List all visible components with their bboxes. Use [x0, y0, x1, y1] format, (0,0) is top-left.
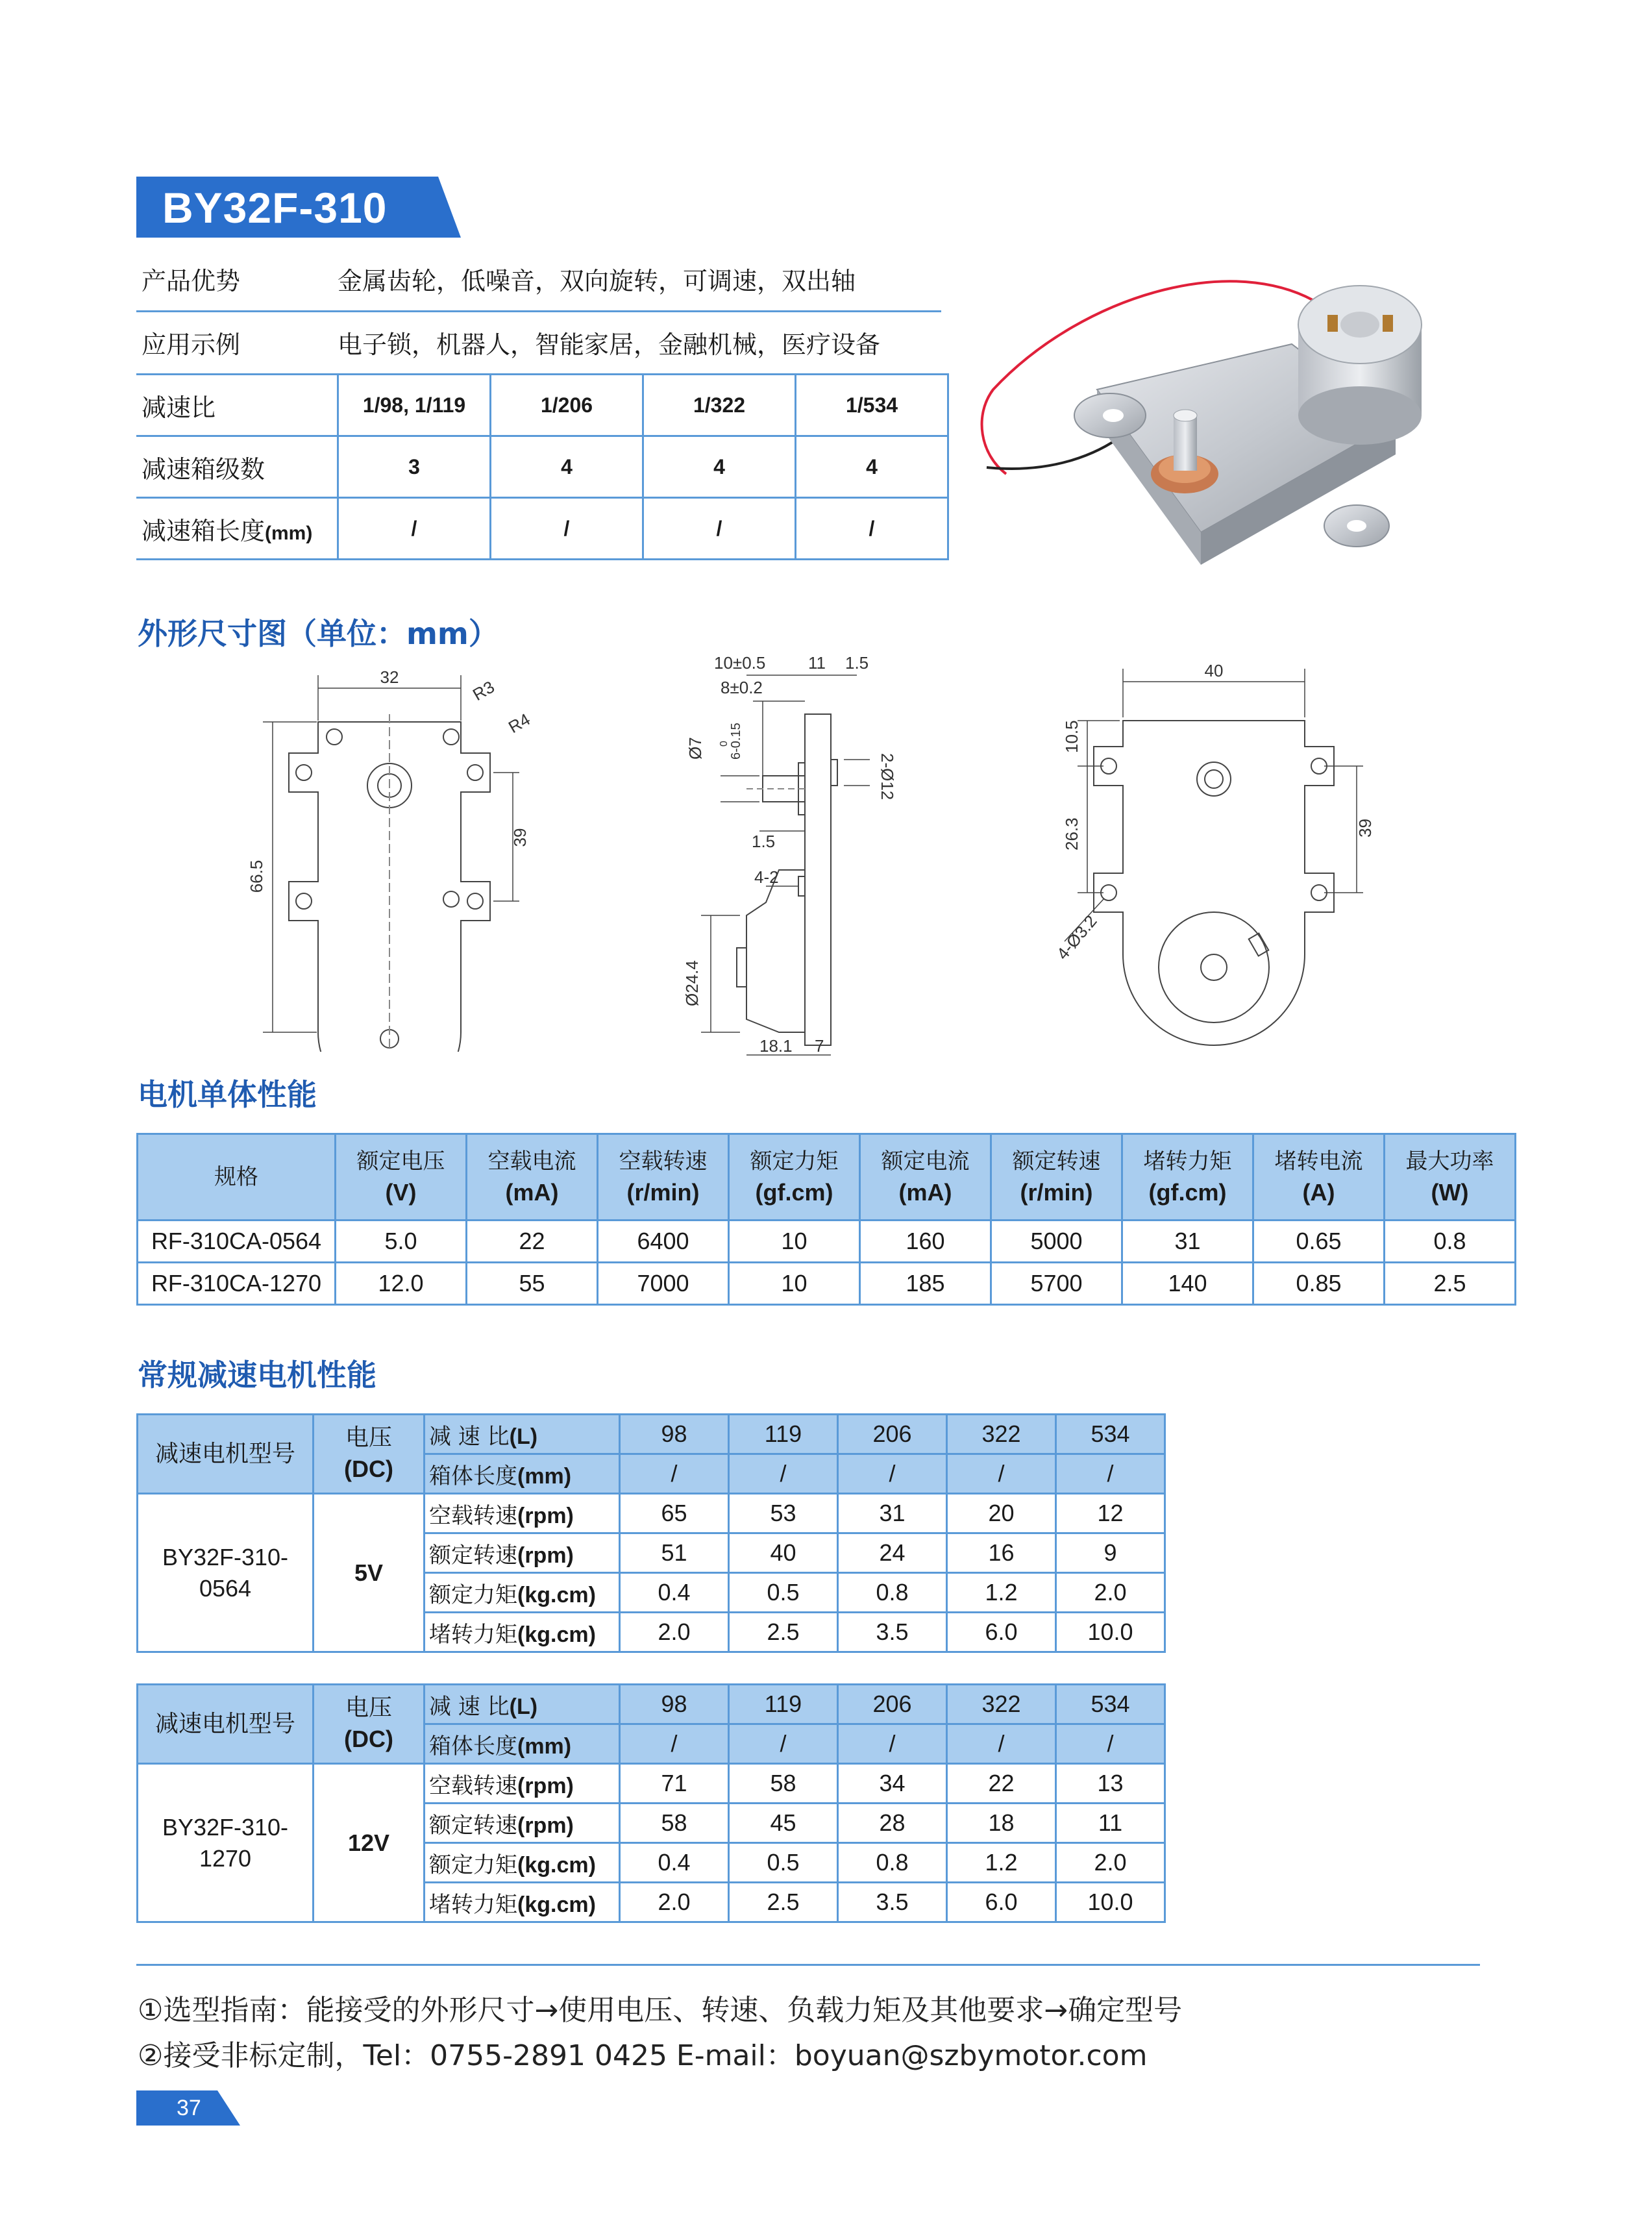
- cell: 0.5: [729, 1843, 838, 1883]
- back-d1-label: 10.5: [1062, 720, 1081, 753]
- ratio-cell: 534: [1056, 1415, 1165, 1454]
- cell: 5700: [991, 1263, 1122, 1305]
- param-label: [425, 1804, 620, 1843]
- model-line2: 0564: [199, 1574, 252, 1602]
- length-cell: /: [620, 1454, 729, 1494]
- cell: 9: [1056, 1533, 1165, 1573]
- cell: 55: [467, 1263, 598, 1305]
- side-d7-label: 2-Ø12: [878, 753, 897, 800]
- ratio-cell: 206: [838, 1415, 947, 1454]
- cell: 16: [947, 1533, 1056, 1573]
- header-label: 空载电流: [487, 1148, 576, 1174]
- cell: 1.2: [947, 1573, 1056, 1613]
- front-view-drawing: [247, 662, 545, 1052]
- header-noload-current: [467, 1134, 598, 1221]
- ratio-header-cn: 减 速 比: [429, 1693, 510, 1720]
- length-cell: /: [838, 1454, 947, 1494]
- model-line2: 1270: [199, 1844, 252, 1872]
- ratio-row: [136, 375, 948, 436]
- cell: 22: [947, 1764, 1056, 1804]
- motor-table-header: [138, 1134, 1516, 1221]
- page-number-badge: [136, 2090, 240, 2126]
- header-label: 额定电流: [881, 1148, 970, 1174]
- header-unit: (gf.cm): [755, 1179, 833, 1206]
- side-view-drawing: [675, 656, 935, 1071]
- param-label: [425, 1764, 620, 1804]
- back-view-drawing: [1039, 656, 1389, 1058]
- param-unit: (rpm): [517, 1773, 574, 1798]
- length-cell: /: [947, 1724, 1056, 1764]
- cell: 2.5: [1385, 1263, 1516, 1305]
- cell: 28: [838, 1804, 947, 1843]
- cell: 1.2: [947, 1843, 1056, 1883]
- model-line1: BY32F-310-: [162, 1813, 289, 1841]
- back-holes-label: 4-Ø3.2: [1052, 911, 1101, 963]
- cell: 5.0: [336, 1221, 467, 1263]
- stages-cell: 4: [491, 436, 643, 498]
- cell: 0.5: [729, 1573, 838, 1613]
- cell: 0.8: [838, 1843, 947, 1883]
- ratio-cell: 206: [838, 1685, 947, 1724]
- param-unit: (rpm): [517, 1503, 574, 1528]
- side-d6a-label: 0: [719, 741, 730, 747]
- motor-section-title: 电机单体性能: [138, 1077, 317, 1112]
- header-unit: (W): [1431, 1179, 1469, 1206]
- cell: 10: [729, 1221, 860, 1263]
- cell: 160: [860, 1221, 991, 1263]
- cell: 7000: [598, 1263, 729, 1305]
- length-cell: /: [729, 1724, 838, 1764]
- header-label: 空载转速: [619, 1148, 708, 1174]
- cell: 51: [620, 1533, 729, 1573]
- note-custom-contact: ②接受非标定制，Tel：0755-2891 0425 E-mail：boyuan@szbymotor.com: [138, 2039, 1148, 2072]
- header-label: 额定力矩: [750, 1148, 839, 1174]
- cell: 140: [1122, 1263, 1253, 1305]
- length-header-cn: 箱体长度: [429, 1733, 517, 1759]
- advantage-label: 产品优势: [142, 267, 241, 295]
- motor-table-row: [138, 1263, 1516, 1305]
- cell: RF-310CA-1270: [138, 1263, 336, 1305]
- motor-performance-table: [136, 1133, 1516, 1306]
- ratio-cell: 119: [729, 1415, 838, 1454]
- cell: 6400: [598, 1221, 729, 1263]
- cell: 12: [1056, 1494, 1165, 1533]
- cell: 31: [838, 1494, 947, 1533]
- ratio-label: 减速比: [136, 375, 338, 436]
- side-d12-label: 7: [815, 1036, 824, 1056]
- header-label: 规格: [214, 1164, 258, 1190]
- front-r4-label: R4: [505, 709, 534, 738]
- side-d6-label: 6-0.15: [729, 723, 743, 760]
- front-height-label: 66.5: [247, 860, 266, 893]
- length-cell: /: [796, 498, 948, 560]
- cell: 6.0: [947, 1883, 1056, 1922]
- cell: 65: [620, 1494, 729, 1533]
- length-header-cn: 箱体长度: [429, 1463, 517, 1489]
- ratio-header-unit: (L): [509, 1424, 538, 1449]
- gearbox-spec-table: [136, 373, 949, 560]
- stages-cell: 4: [643, 436, 796, 498]
- side-d5-label: Ø7: [685, 737, 705, 760]
- ratio-cell: 534: [1056, 1685, 1165, 1724]
- cell: 0.65: [1253, 1221, 1385, 1263]
- header-max-power: [1385, 1134, 1516, 1221]
- cell: 12.0: [336, 1263, 467, 1305]
- stages-cell: 3: [338, 436, 491, 498]
- front-mount-label: 39: [510, 828, 530, 847]
- cell: 10.0: [1056, 1883, 1165, 1922]
- length-header-unit: (mm): [517, 1463, 572, 1489]
- cell: 2.0: [1056, 1573, 1165, 1613]
- param-cn: 额定转速: [429, 1542, 517, 1569]
- cell: 40: [729, 1533, 838, 1573]
- cell: 0.85: [1253, 1263, 1385, 1305]
- dimension-section-title: 外形尺寸图（单位：mm）: [138, 616, 499, 651]
- back-width-label: 40: [1204, 661, 1224, 680]
- model-line1: BY32F-310-: [162, 1543, 289, 1570]
- application-value: 电子锁，机器人，智能家居，金融机械，医疗设备: [338, 330, 881, 359]
- header-unit: (r/min): [1020, 1179, 1093, 1206]
- ratio-cell: 119: [729, 1685, 838, 1724]
- model-header: 减速电机型号: [138, 1415, 314, 1494]
- header-unit: (gf.cm): [1148, 1179, 1227, 1206]
- param-unit: (kg.cm): [517, 1582, 596, 1607]
- ratio-cell: 1/534: [796, 375, 948, 436]
- ratio-cell: 1/98, 1/119: [338, 375, 491, 436]
- note-selection-guide: ①选型指南：能接受的外形尺寸→使用电压、转速、负载力矩及其他要求→确定型号: [138, 1994, 1183, 2027]
- stages-label: 减速箱级数: [136, 436, 338, 498]
- cell: 185: [860, 1263, 991, 1305]
- ratio-header-cn: 减 速 比: [429, 1423, 510, 1450]
- side-d2-label: 11: [808, 656, 826, 673]
- param-cn: 堵转力矩: [429, 1621, 517, 1648]
- length-header: [425, 1454, 620, 1494]
- length-header: [425, 1724, 620, 1764]
- length-label: 减速箱长度: [142, 516, 265, 545]
- voltage-header-unit: (DC): [344, 1726, 393, 1752]
- length-row: [136, 498, 948, 560]
- voltage-header: [314, 1685, 425, 1764]
- ratio-cell: 98: [620, 1415, 729, 1454]
- voltage-header: [314, 1415, 425, 1494]
- side-d1-label: 10±0.5: [714, 656, 766, 673]
- cell: 0.8: [838, 1573, 947, 1613]
- length-cell: /: [1056, 1454, 1165, 1494]
- header-unit: (A): [1302, 1179, 1335, 1206]
- side-d8-label: 1.5: [752, 832, 776, 851]
- back-d2-label: 26.3: [1062, 817, 1081, 850]
- header-stall-current: [1253, 1134, 1385, 1221]
- cell: 2.0: [620, 1883, 729, 1922]
- param-cn: 空载转速: [429, 1502, 517, 1529]
- length-cell: /: [947, 1454, 1056, 1494]
- header-label: 堵转电流: [1274, 1148, 1363, 1174]
- page-number: 37: [177, 2096, 201, 2120]
- ratio-cell: 1/206: [491, 375, 643, 436]
- cell: 11: [1056, 1804, 1165, 1843]
- param-label: [425, 1573, 620, 1613]
- motor-table-row: [138, 1221, 1516, 1263]
- side-d11-label: 18.1: [759, 1036, 793, 1056]
- cell: 45: [729, 1804, 838, 1843]
- param-unit: (rpm): [517, 1813, 574, 1838]
- cell: 2.0: [1056, 1843, 1165, 1883]
- cell: 2.5: [729, 1613, 838, 1652]
- cell: 2.0: [620, 1613, 729, 1652]
- title-banner: [136, 177, 461, 238]
- gear-table-12v: [136, 1683, 1166, 1923]
- ratio-header-unit: (L): [509, 1694, 538, 1719]
- model-cell: [138, 1764, 314, 1922]
- gear-section-title: 常规减速电机性能: [138, 1358, 376, 1393]
- length-header-unit: (mm): [517, 1733, 572, 1759]
- voltage-header-cn: 电压: [345, 1424, 392, 1451]
- param-label: [425, 1613, 620, 1652]
- cell: 13: [1056, 1764, 1165, 1804]
- stages-cell: 4: [796, 436, 948, 498]
- param-label: [425, 1883, 620, 1922]
- param-label: [425, 1843, 620, 1883]
- header-label: 额定转速: [1012, 1148, 1101, 1174]
- param-cn: 额定力矩: [429, 1852, 517, 1878]
- cell: 58: [729, 1764, 838, 1804]
- length-cell: /: [491, 498, 643, 560]
- param-label: [425, 1494, 620, 1533]
- param-unit: (kg.cm): [517, 1622, 596, 1647]
- front-r3-label: R3: [469, 676, 498, 705]
- side-d9-label: 4-2: [754, 867, 779, 887]
- ratio-cell: 322: [947, 1415, 1056, 1454]
- cell: 5000: [991, 1221, 1122, 1263]
- cell: 22: [467, 1221, 598, 1263]
- cell: 6.0: [947, 1613, 1056, 1652]
- cell: 0.4: [620, 1843, 729, 1883]
- model-cell: [138, 1494, 314, 1652]
- cell: 24: [838, 1533, 947, 1573]
- cell: 10: [729, 1263, 860, 1305]
- side-d10-label: Ø24.4: [682, 960, 702, 1006]
- cell: 53: [729, 1494, 838, 1533]
- length-cell: /: [729, 1454, 838, 1494]
- product-title: BY32F-310: [162, 184, 388, 232]
- cell: 71: [620, 1764, 729, 1804]
- param-cn: 额定转速: [429, 1812, 517, 1839]
- voltage-header-unit: (DC): [344, 1456, 393, 1482]
- advantage-value: 金属齿轮，低噪音，双向旋转，可调速，双出轴: [338, 267, 856, 295]
- length-cell: /: [643, 498, 796, 560]
- ratio-cell: 98: [620, 1685, 729, 1724]
- header-label: 最大功率: [1405, 1148, 1494, 1174]
- param-label: [425, 1533, 620, 1573]
- front-width-label: 32: [380, 667, 399, 687]
- cell: 20: [947, 1494, 1056, 1533]
- param-cn: 额定力矩: [429, 1581, 517, 1608]
- header-stall-torque: [1122, 1134, 1253, 1221]
- divider: [136, 310, 941, 312]
- header-label: 额定电压: [356, 1148, 445, 1174]
- footer-divider: [136, 1964, 1480, 1966]
- ratio-cell: 1/322: [643, 375, 796, 436]
- header-rated-speed: [991, 1134, 1122, 1221]
- header-unit: (mA): [898, 1179, 952, 1206]
- cell: 3.5: [838, 1883, 947, 1922]
- voltage-header-cn: 电压: [345, 1694, 392, 1721]
- cell: 34: [838, 1764, 947, 1804]
- cell: RF-310CA-0564: [138, 1221, 336, 1263]
- header-rated-current: [860, 1134, 991, 1221]
- length-cell: /: [1056, 1724, 1165, 1764]
- length-label-cell: [136, 498, 338, 560]
- cell: 10.0: [1056, 1613, 1165, 1652]
- header-unit: (V): [385, 1179, 417, 1206]
- voltage-cell: 12V: [314, 1764, 425, 1922]
- ratio-cell: 322: [947, 1685, 1056, 1724]
- cell: 18: [947, 1804, 1056, 1843]
- cell: 0.8: [1385, 1221, 1516, 1263]
- stages-row: [136, 436, 948, 498]
- header-spec: [138, 1134, 336, 1221]
- header-unit: (r/min): [626, 1179, 700, 1206]
- gear-table-5v: [136, 1413, 1166, 1653]
- ratio-header: [425, 1685, 620, 1724]
- param-unit: (kg.cm): [517, 1852, 596, 1878]
- param-cn: 空载转速: [429, 1772, 517, 1799]
- header-label: 堵转力矩: [1143, 1148, 1232, 1174]
- length-cell: /: [838, 1724, 947, 1764]
- ratio-header: [425, 1415, 620, 1454]
- param-cn: 堵转力矩: [429, 1891, 517, 1918]
- application-label: 应用示例: [142, 330, 241, 359]
- length-cell: /: [338, 498, 491, 560]
- length-unit: (mm): [265, 522, 313, 544]
- product-photo: [967, 260, 1448, 610]
- header-rated-torque: [729, 1134, 860, 1221]
- back-d3-label: 39: [1355, 819, 1375, 837]
- cell: 3.5: [838, 1613, 947, 1652]
- header-noload-speed: [598, 1134, 729, 1221]
- side-d4-label: 8±0.2: [721, 678, 763, 697]
- param-unit: (kg.cm): [517, 1892, 596, 1917]
- voltage-cell: 5V: [314, 1494, 425, 1652]
- length-cell: /: [620, 1724, 729, 1764]
- model-header: 减速电机型号: [138, 1685, 314, 1764]
- header-rated-voltage: [336, 1134, 467, 1221]
- cell: 0.4: [620, 1573, 729, 1613]
- header-unit: (mA): [505, 1179, 559, 1206]
- param-unit: (rpm): [517, 1543, 574, 1568]
- cell: 2.5: [729, 1883, 838, 1922]
- cell: 58: [620, 1804, 729, 1843]
- side-d3-label: 1.5: [845, 656, 869, 673]
- cell: 31: [1122, 1221, 1253, 1263]
